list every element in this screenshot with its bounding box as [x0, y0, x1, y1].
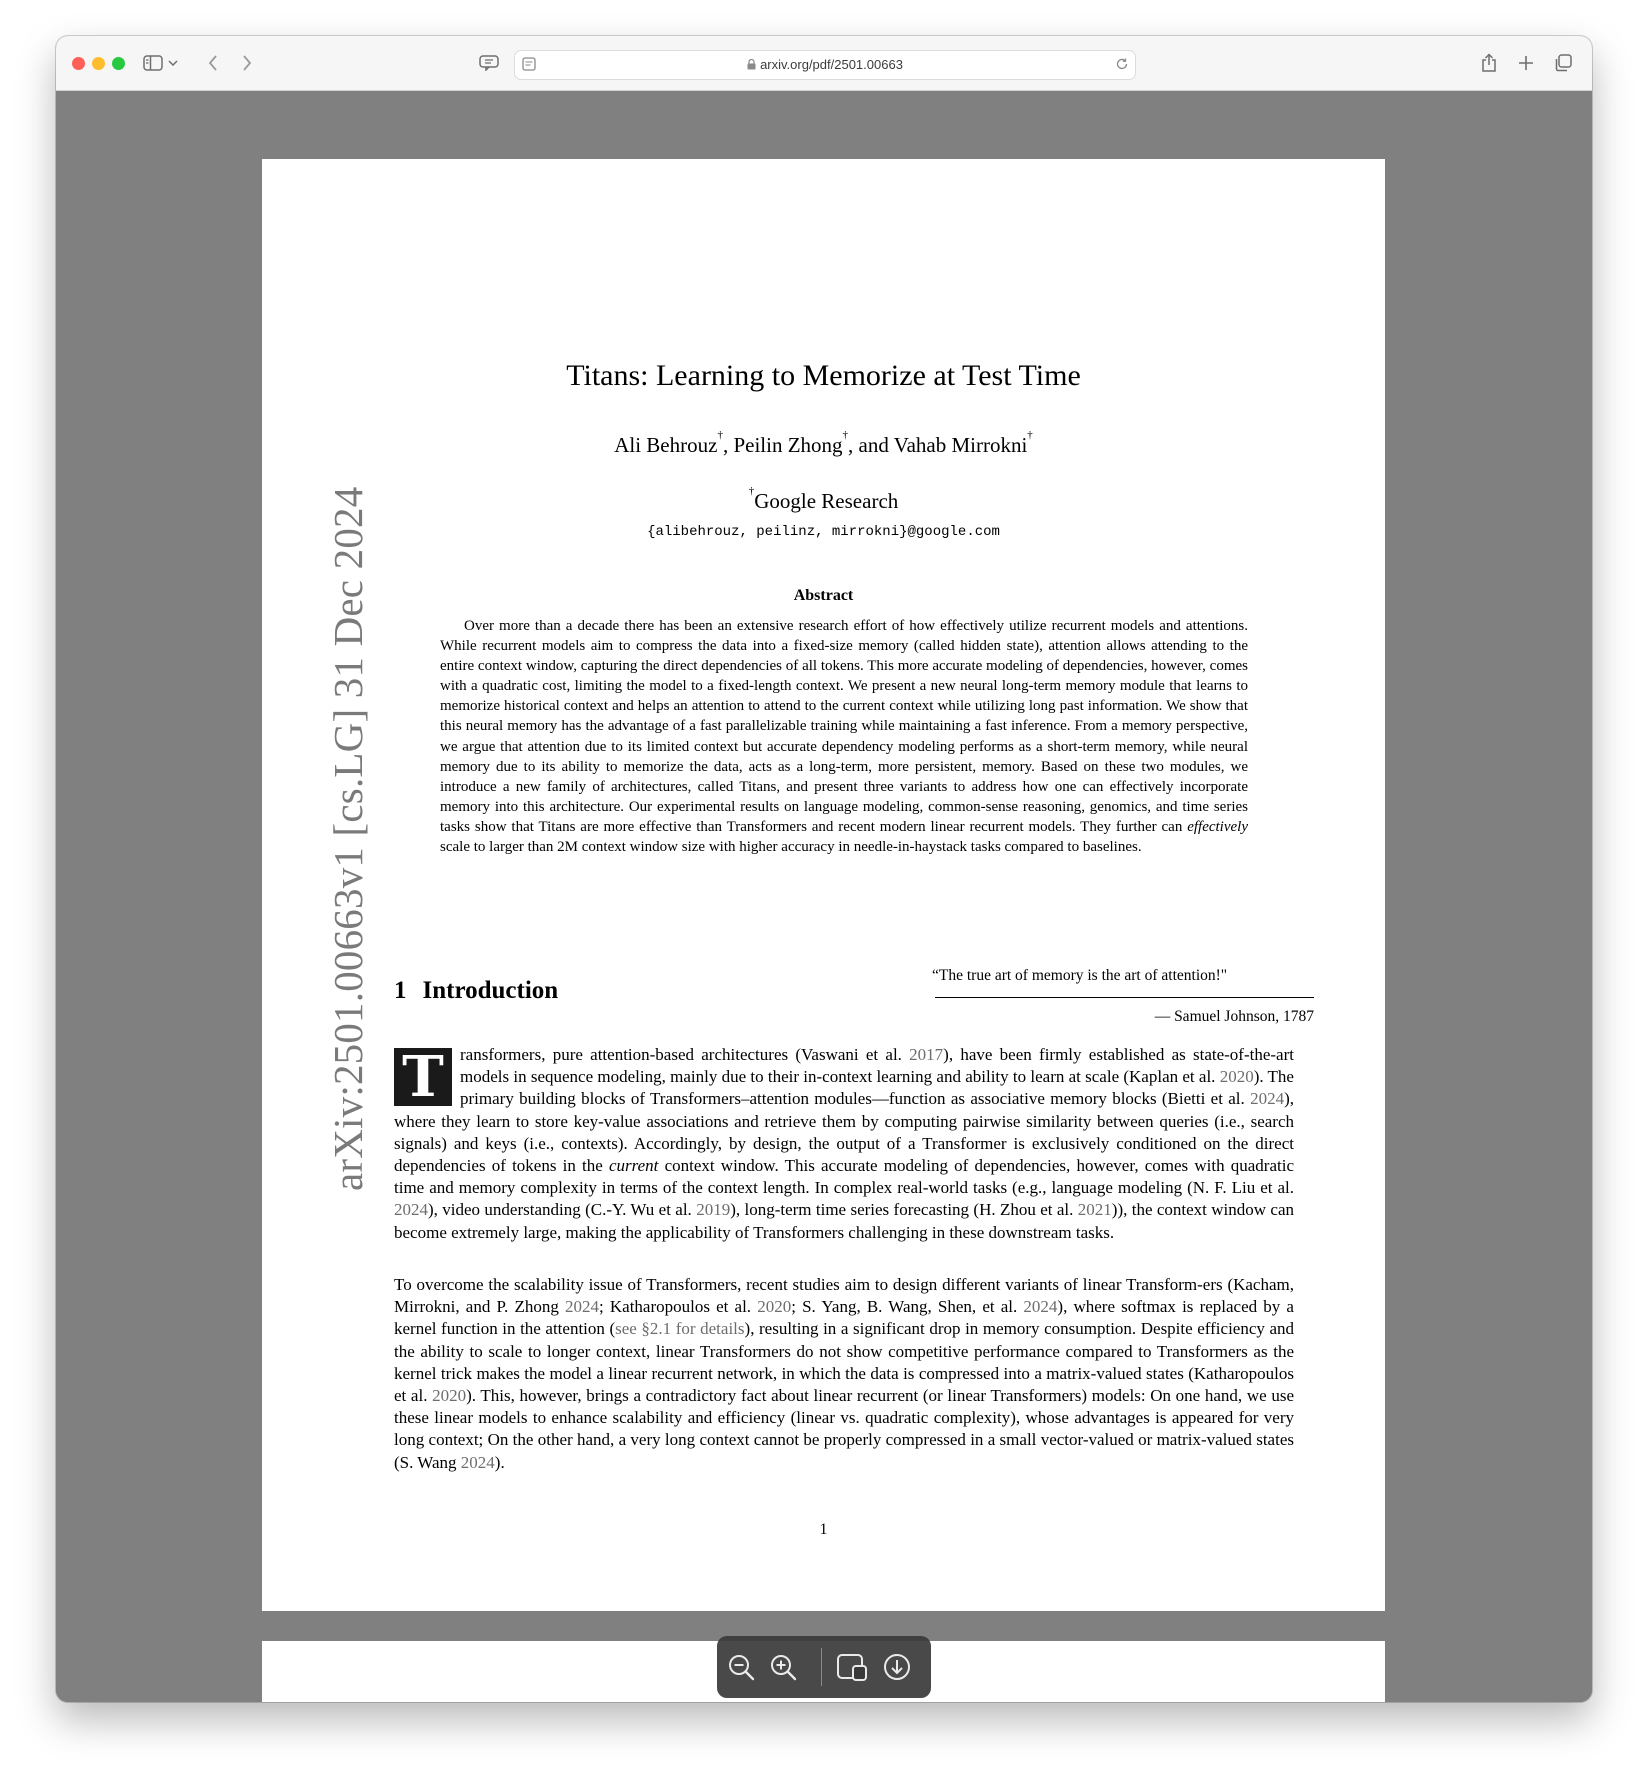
author-affiliation-mark: †: [1027, 429, 1033, 441]
forward-icon[interactable]: [234, 50, 260, 76]
body-text-run: ; S. Yang, B. Wang, Shen, et al.: [791, 1297, 1024, 1317]
lock-icon: [747, 58, 756, 73]
chevron-down-icon[interactable]: [166, 50, 180, 76]
citation-link[interactable]: 2019: [696, 1200, 731, 1220]
zoom-window-button[interactable]: [112, 57, 125, 70]
body-text-run: ), long-term time series forecasting (H. Zhou et al.: [730, 1200, 1078, 1220]
url-value: arxiv.org/pdf/2501.00663: [760, 57, 903, 72]
pdf-page: [262, 159, 1385, 1611]
author-affiliation-mark: †: [717, 429, 723, 441]
sidebar-icon[interactable]: [140, 50, 166, 76]
affiliation: [262, 485, 1385, 514]
body-text-run: ), where softmax is replaced by a kernel function in the attention (: [394, 1297, 1294, 1339]
paper-title: Titans: Learning to Memorize at Test Time: [566, 359, 1081, 392]
author-separator: , and: [848, 433, 894, 457]
citation-link[interactable]: 2024: [394, 1200, 428, 1220]
body-text-run: ).: [494, 1452, 505, 1472]
url-text[interactable]: [515, 57, 1135, 73]
paragraph-runs: [394, 1275, 1294, 1472]
body-text-run: )), the context window can become extremely large, making the applicability of Transformers challenging in these downstream tasks.: [394, 1200, 1295, 1242]
fit-page-icon[interactable]: [834, 1649, 870, 1685]
citation-link[interactable]: 2024: [1250, 1089, 1285, 1109]
section-title: Introduction: [422, 977, 559, 1004]
back-icon[interactable]: [200, 50, 226, 76]
intro-paragraph-1: [394, 1044, 1294, 1244]
body-text-run: ransformers, pure attention-based architectures (Vaswani et al.: [460, 1045, 910, 1064]
citation-link[interactable]: 2020: [432, 1386, 467, 1406]
citation-link[interactable]: 2024: [565, 1297, 599, 1317]
section-heading: [394, 977, 558, 1005]
drop-cap: T: [394, 1048, 452, 1106]
citation-link[interactable]: 2017: [909, 1045, 944, 1064]
affiliation-mark: †: [748, 485, 755, 497]
citation-link[interactable]: 2020: [1219, 1067, 1254, 1087]
author-name: Ali Behrouz: [614, 433, 718, 457]
translate-icon[interactable]: [476, 50, 502, 76]
zoom-out-icon[interactable]: [723, 1649, 759, 1685]
body-text-run: ), where they learn to store key-value associations and retrieve them by computing pairwise similarity between queries (i.e., search signals) and keys (i.e., contexts). Accordingly, by design, the output of a Transformer is exclusively conditioned on the direct dependencies of tokens in the: [394, 1089, 1294, 1176]
citation-link[interactable]: 2024: [1023, 1297, 1058, 1317]
zoom-in-icon[interactable]: [765, 1649, 801, 1685]
citation-link[interactable]: 2021: [1077, 1200, 1112, 1220]
section-number: 1: [394, 977, 407, 1004]
epigraph-author: — Samuel Johnson, 1787: [1154, 1008, 1314, 1025]
body-text-run: ). The primary building blocks of Transformers–attention modules—function as associative memory blocks (Bietti et al.: [460, 1067, 1294, 1109]
body-text-run: ), video understanding (C.-Y. Wu et al.: [428, 1200, 697, 1220]
new-tab-icon[interactable]: [1513, 50, 1539, 76]
page-number: 1: [819, 1521, 828, 1538]
body-text-run: ). This, however, brings a contradictory fact about linear recurrent (or linear Transformers) models: On one hand, we use these linear models to enhance scalability and efficiency (linear vs. quadratic complexity), whose advantages is appeared for very long context; On the other hand, a very long context cannot be properly compressed in a small vector-valued or matrix-valued states (S. Wang: [394, 1386, 1294, 1472]
abstract-part: Over more than a decade there has been an extensive research effort of how effectively utilize recurrent models and attentions. While recurrent models aim to compress the data into a fixed-size memory (called hidden state), attention allows attending to the entire context window, capturing the direct dependencies of all tokens. This more accurate modeling of dependencies, however, comes with a quadratic cost, limiting the model to a fixed-length context. We present a new neural long-term memory module that learns to memorize historical context and helps an attention to attend to the current context while utilizing long past information. We show that this neural memory has the advantage of a fast parallelizable training while maintaining a fast inference. From a memory perspective, we argue that attention due to its limited context but accurate dependency modeling performs as a short-term memory, while neural memory due to its ability to memorize the data, acts as a long-term, more persistent, memory. Based on these two modules, we introduce a new family of architectures, called Titans, and present three variants to address how one can effectively incorporate memory into this architecture. Our experimental results on language modeling, common-sense reasoning, genomics, and time series tasks show that Titans are more effective than Transformers and recent modern linear recurrent models. They further can: [440, 618, 1248, 835]
abstract-emphasis: effectively: [1187, 818, 1248, 835]
tabs-overview-icon[interactable]: [1550, 50, 1576, 76]
body-text-run: ), resulting in a significant drop in memory consumption. Despite efficiency and the ability to scale to longer context, linear Transformers do not show competitive performance compared to Transformers as the kernel trick makes the model a linear recurrent network, in which the data is compressed into a matrix-valued states (Katharopoulos et al.: [394, 1319, 1295, 1406]
reload-icon[interactable]: [1114, 56, 1130, 77]
browser-toolbar: [56, 36, 1592, 91]
affiliation-name: Google Research: [754, 489, 899, 513]
author-name: Peilin Zhong: [733, 433, 843, 457]
controls-divider: [821, 1648, 822, 1686]
browser-window: [56, 36, 1592, 1702]
minimize-window-button[interactable]: [92, 57, 105, 70]
author-name: Vahab Mirrokni: [893, 433, 1028, 457]
abstract-heading: Abstract: [793, 587, 854, 604]
author-separator: ,: [722, 433, 734, 457]
citation-link[interactable]: 2024: [460, 1452, 495, 1472]
body-text-run: context window. This accurate modeling of dependencies, however, comes with quadratic time and memory complexity in terms of the context length. In complex real-world tasks (e.g., language modeling (N. F. Liu et al.: [394, 1156, 1294, 1198]
emphasis-text: current: [608, 1156, 659, 1176]
epigraph-quote: “The true art of memory is the art of attention!": [932, 967, 1228, 984]
citation-link[interactable]: see §2.1 for details: [615, 1319, 745, 1339]
abstract-text: [440, 616, 1248, 857]
address-bar[interactable]: [514, 50, 1136, 80]
author-affiliation-mark: †: [842, 429, 849, 441]
intro-paragraph-2: [394, 1274, 1294, 1474]
close-window-button[interactable]: [72, 57, 85, 70]
body-text-run: ; Katharopoulos et al.: [599, 1297, 758, 1317]
author-emails: {alibehrouz, peilinz, mirrokni}@google.com: [647, 524, 1000, 540]
paragraph-runs: [394, 1045, 1294, 1242]
arxiv-identifier[interactable]: arXiv:2501.00663v1 [cs.LG] 31 Dec 2024: [325, 486, 371, 1191]
pdf-viewer[interactable]: [56, 91, 1592, 1702]
body-text-run: To overcome the scalability issue of Transformers, recent studies aim to design different variants of linear Transform-ers (Kacham, Mirrokni, and P. Zhong: [394, 1275, 1294, 1317]
epigraph-rule: [935, 997, 1314, 998]
share-icon[interactable]: [1476, 50, 1502, 76]
abstract-part: scale to larger than 2M context window size with higher accuracy in needle-in-haystack tasks compared to baselines.: [440, 839, 1142, 856]
body-text-run: ), have been firmly established as state-of-the-art models in sequence modeling, mainly due to their in-context learning and ability to learn at scale (Kaplan et al.: [460, 1045, 1294, 1087]
author-list: [262, 429, 1385, 458]
pdf-controls-bar: [717, 1636, 931, 1698]
citation-link[interactable]: 2020: [757, 1297, 792, 1317]
download-icon[interactable]: [879, 1649, 915, 1685]
